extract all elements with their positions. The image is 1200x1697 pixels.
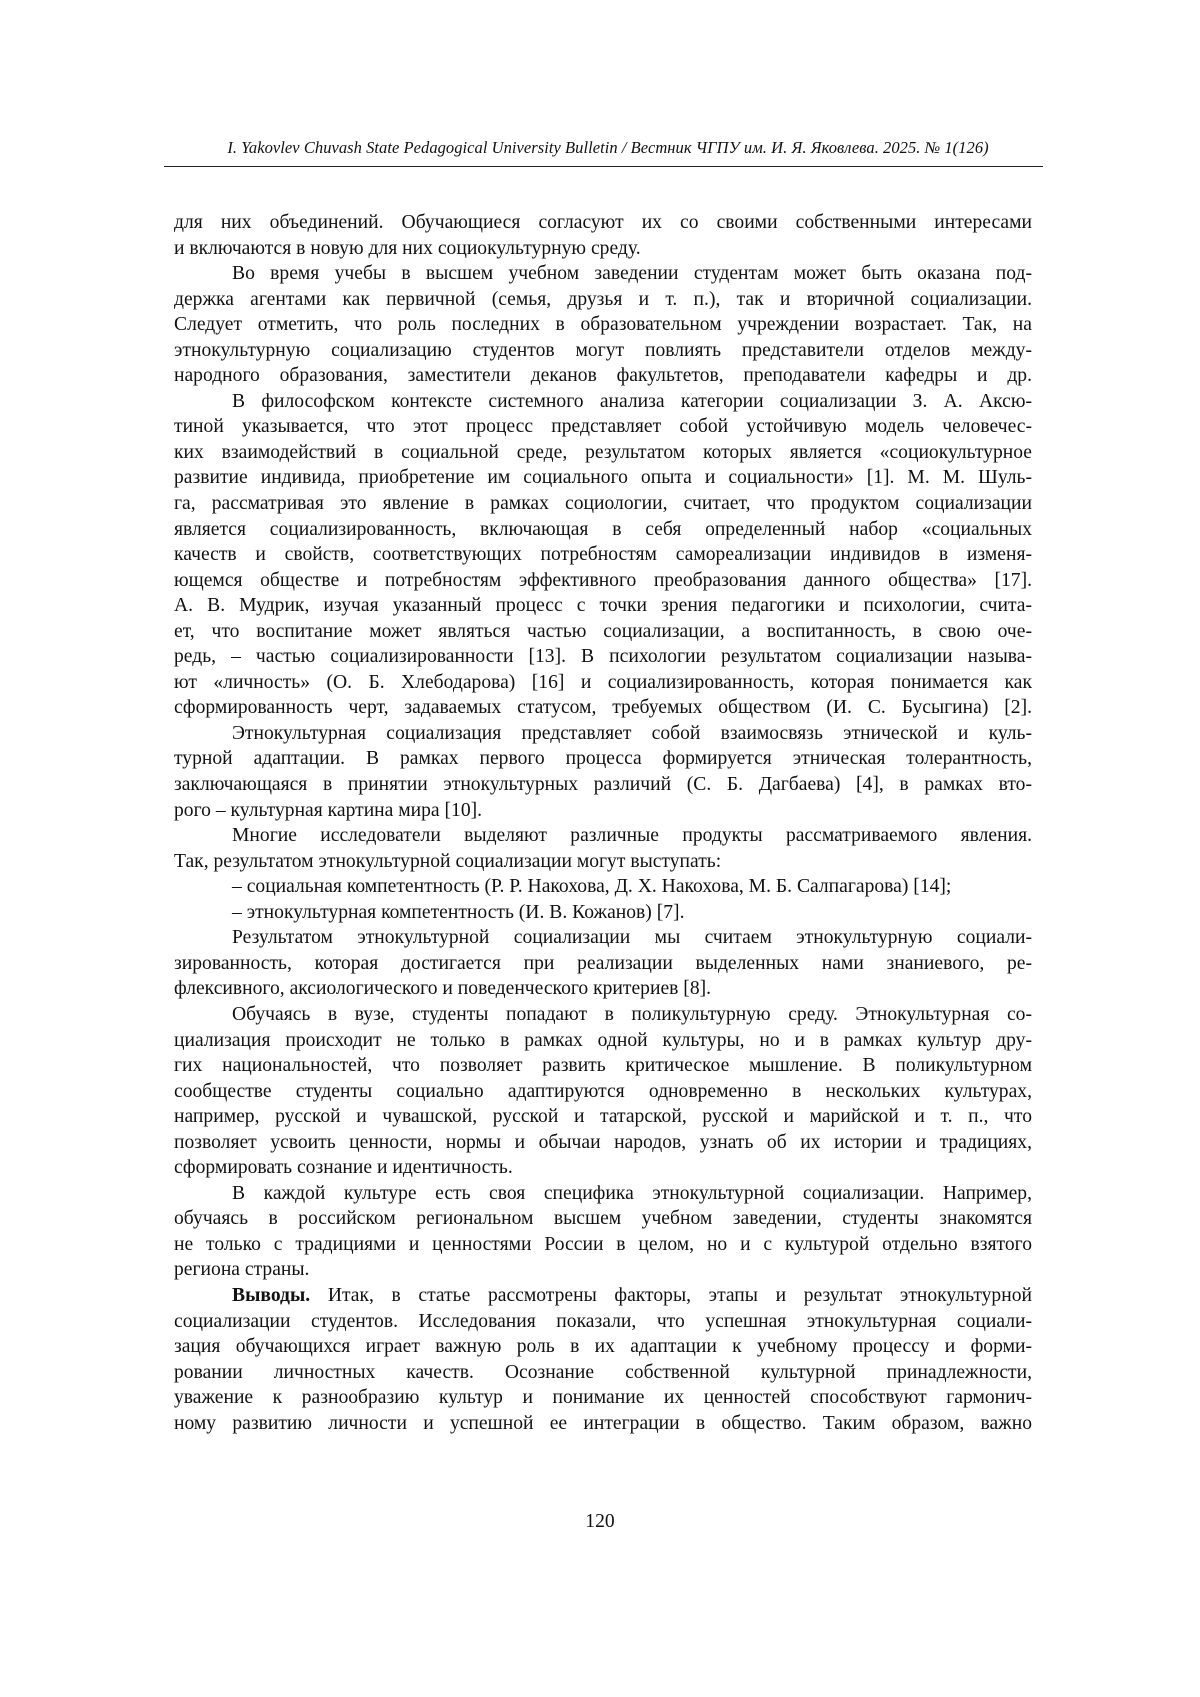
text-line: ет, что воспитание может являться частью социализации, а воспитанность, в свою оче- [174, 620, 1032, 642]
text-line: и включаются в новую для них социокультурную среду. [174, 237, 641, 259]
text-line: качеств и свойств, соответствующих потребностям самореализации индивидов в изменя- [174, 544, 1032, 566]
text-line: редь, – частью социализированности [13]. В психологии результатом социализации называ- [174, 646, 1032, 668]
text-line: уважение к разнообразию культур и понимание их ценностей способствуют гармонич- [174, 1387, 1032, 1409]
article-body [174, 210, 1032, 1436]
text-line: Следует отметить, что роль последних в образовательном учреждении возрастает. Так, на [174, 314, 1032, 336]
text-line: В философском контексте системного анализа категории социализации З. А. Аксю- [232, 390, 1032, 412]
text-line: заключающаяся в принятии этнокультурных различий (С. Б. Дагбаева) [4], в рамках вто- [174, 774, 1032, 796]
text-line: ному развитию личности и успешной ее интеграции в общество. Таким образом, важно [174, 1412, 1032, 1434]
text-line: ют «личность» (О. Б. Хлебодарова) [16] и социализированность, которая понимается как [174, 671, 1032, 693]
text-line: не только с традициями и ценностями России в целом, но и с культурой отдельно взятого [174, 1233, 1032, 1255]
text-line: сообществе студенты социально адаптируются одновременно в нескольких культурах, [174, 1080, 1032, 1102]
text-line: для них объединений. Обучающиеся согласуют их со своими собственными интересами [174, 212, 1032, 233]
text-line: Так, результатом этнокультурной социализации могут выступать: [174, 850, 722, 872]
conclusion-heading: Выводы. [232, 1284, 311, 1306]
text-line: Во время учебы в высшем учебном заведении студентам может быть оказана под- [232, 263, 1032, 285]
list-item: – социальная компетентность (Р. Р. Накохова, Д. Х. Накохова, М. Б. Салпагарова) [14]; [232, 876, 952, 898]
text-line: ких взаимодействий в социальной среде, результатом которых является «социокультурное [174, 441, 1032, 463]
text-line: тиной указывается, что этот процесс представляет собой устойчивую модель человечес- [174, 416, 1032, 438]
text-line: народного образования, заместители деканов факультетов, преподаватели кафедры и др. [174, 365, 1032, 387]
text-line: Многие исследователи выделяют различные продукты рассматриваемого явления. [232, 825, 1032, 847]
text-line: например, русской и чувашской, русской и татарской, русской и марийской и т. п., что [174, 1106, 1032, 1128]
text-line: держка агентами как первичной (семья, друзья и т. п.), так и вторичной социализации. [174, 288, 1032, 310]
text-line: ющемся обществе и потребностям эффективного преобразования данного общества» [17]. [174, 569, 1032, 591]
text-line: Этнокультурная социализация представляет собой взаимосвязь этнической и куль- [232, 722, 1032, 744]
text-line: зированность, которая достигается при реализации выделенных нами знаниевого, ре- [174, 952, 1032, 974]
header-divider [164, 166, 1043, 167]
text-line: сформированность черт, задаваемых статусом, требуемых обществом (И. С. Бусыгина) [2]. [174, 697, 1032, 719]
text-line: позволяет усвоить ценности, нормы и обычаи народов, узнать об их истории и традициях, [174, 1131, 1032, 1153]
text-line: гих национальностей, что позволяет развить критическое мышление. В поликультурном [174, 1055, 1032, 1077]
conclusion-first-line [174, 1283, 1032, 1309]
text-line: обучаясь в российском региональном высшем учебном заведении, студенты знакомятся [174, 1208, 1032, 1230]
text-line: циализация происходит не только в рамках одной культуры, но и в рамках культур дру- [174, 1029, 1032, 1051]
text-line: зация обучающихся играет важную роль в их адаптации к учебному процессу и форми- [174, 1336, 1032, 1358]
text-line: А. В. Мудрик, изучая указанный процесс с точки зрения педагогики и психологии, счита- [174, 595, 1032, 617]
text-line: региона страны. [174, 1259, 310, 1281]
text-line: сформировать сознание и идентичность. [174, 1157, 513, 1179]
page-number: 120 [585, 1511, 615, 1532]
text-line: социализации студентов. Исследования показали, что успешная этнокультурная социали- [174, 1310, 1032, 1332]
text-line: этнокультурную социализацию студентов могут повлиять представители отделов между- [174, 339, 1032, 361]
text-line: турной адаптации. В рамках первого процесса формируется этническая толерантность, [174, 748, 1032, 770]
text-line: Обучаясь в вузе, студенты попадают в поликультурную среду. Этнокультурная со- [232, 1003, 1032, 1025]
text-line: является социализированность, включающая в себя определенный набор «социальных [174, 518, 1032, 540]
text-line: ровании личностных качеств. Осознание собственной культурной принадлежности, [174, 1361, 1032, 1383]
list-item: – этнокультурная компетентность (И. В. Кожанов) [7]. [232, 901, 685, 923]
text-fragment: Итак, в статье рассмотрены факторы, этапы и результат этнокультурной [327, 1284, 1032, 1306]
text-line: развитие индивида, приобретение им социального опыта и социальности» [1]. М. М. Шуль- [174, 467, 1032, 489]
text-line: рого – культурная картина мира [10]. [174, 799, 483, 821]
running-header: I. Yakovlev Chuvash State Pedagogical University Bulletin / Вестник ЧГПУ им. И. Я. Яковлева. 2025. № 1(126) [227, 138, 989, 157]
text-line: В каждой культуре есть своя специфика этнокультурной социализации. Например, [232, 1182, 1032, 1204]
text-line: га, рассматривая это явление в рамках социологии, считает, что продуктом социализации [174, 493, 1032, 515]
text-line: Результатом этнокультурной социализации мы считаем этнокультурную социали- [232, 927, 1032, 949]
text-line: флексивного, аксиологического и поведенческого критериев [8]. [174, 978, 712, 1000]
